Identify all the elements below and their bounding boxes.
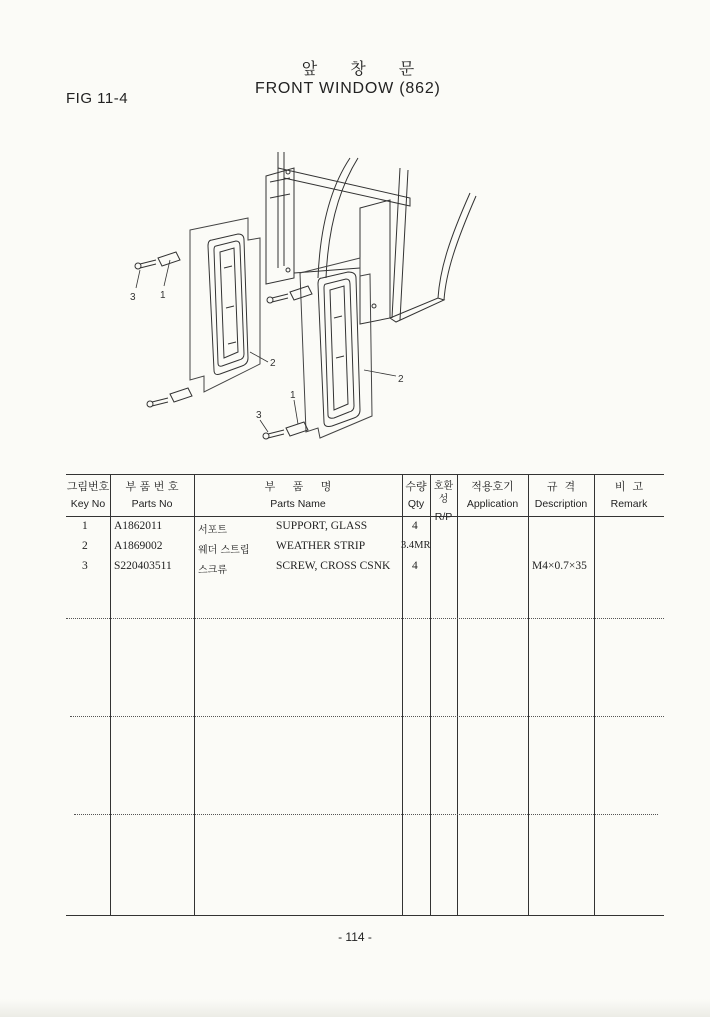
dotted-divider (74, 814, 658, 815)
col-header-remark: 비 고 Remark (610, 480, 648, 510)
left-weather-strip (208, 234, 248, 375)
row-1-key: 1 (82, 520, 88, 532)
col-header-rp: 호환성 R/P (433, 481, 454, 523)
row-2-key: 2 (82, 540, 88, 552)
figure-label: FIG 11-4 (66, 90, 129, 107)
callout-2-left: 2 (270, 358, 276, 369)
row-3-qty: 4 (412, 560, 418, 572)
row-2-name-en: WEATHER STRIP (276, 540, 366, 552)
dotted-divider (66, 618, 664, 619)
row-3-part-no: S220403511 (114, 560, 172, 572)
col-header-application: 적용호기 Application (466, 480, 519, 510)
col-header-key-no: 그림번호 Key No (66, 480, 110, 510)
page-title-english: FRONT WINDOW (862) (255, 80, 441, 97)
dotted-divider (70, 716, 664, 717)
row-2-part-no: A1869002 (114, 540, 163, 552)
row-2-qty: 3.4MR (401, 540, 431, 551)
row-2-name-ko: 웨더 스트립 (198, 545, 250, 556)
callout-2-right: 2 (398, 374, 404, 385)
callout-1-top: 1 (160, 290, 166, 301)
cab-frame (266, 152, 476, 324)
row-1-qty: 4 (412, 520, 418, 532)
col-header-qty: 수량 Qty (405, 480, 427, 510)
exploded-view-drawing (120, 148, 490, 448)
right-weather-strip (318, 272, 360, 427)
callout-3-bottom: 3 (256, 410, 262, 421)
row-3-description: M4×0.7×35 (532, 560, 587, 572)
row-1-part-no: A1862011 (114, 520, 163, 532)
col-header-description: 규 격 Description (534, 480, 588, 510)
parts-table (66, 474, 664, 916)
callout-3-top: 3 (130, 292, 136, 303)
row-3-name-en: SCREW, CROSS CSNK (276, 560, 391, 572)
page-number: - 114 - (338, 930, 372, 944)
page-title-korean: 앞 창 문 (301, 59, 429, 78)
scan-edge-shading (0, 999, 710, 1017)
col-header-parts-no: 부 품 번 호 Parts No (125, 480, 179, 510)
row-1-name-en: SUPPORT, GLASS (276, 520, 368, 532)
callout-leaders (136, 260, 396, 432)
right-window-plate (300, 258, 372, 438)
row-3-name-ko: 스크류 (198, 565, 227, 576)
row-1-name-ko: 서포트 (198, 525, 227, 536)
callout-1-bottom: 1 (290, 390, 296, 401)
row-3-key: 3 (82, 560, 88, 572)
col-header-parts-name: 부 품 명 Parts Name (264, 480, 332, 510)
